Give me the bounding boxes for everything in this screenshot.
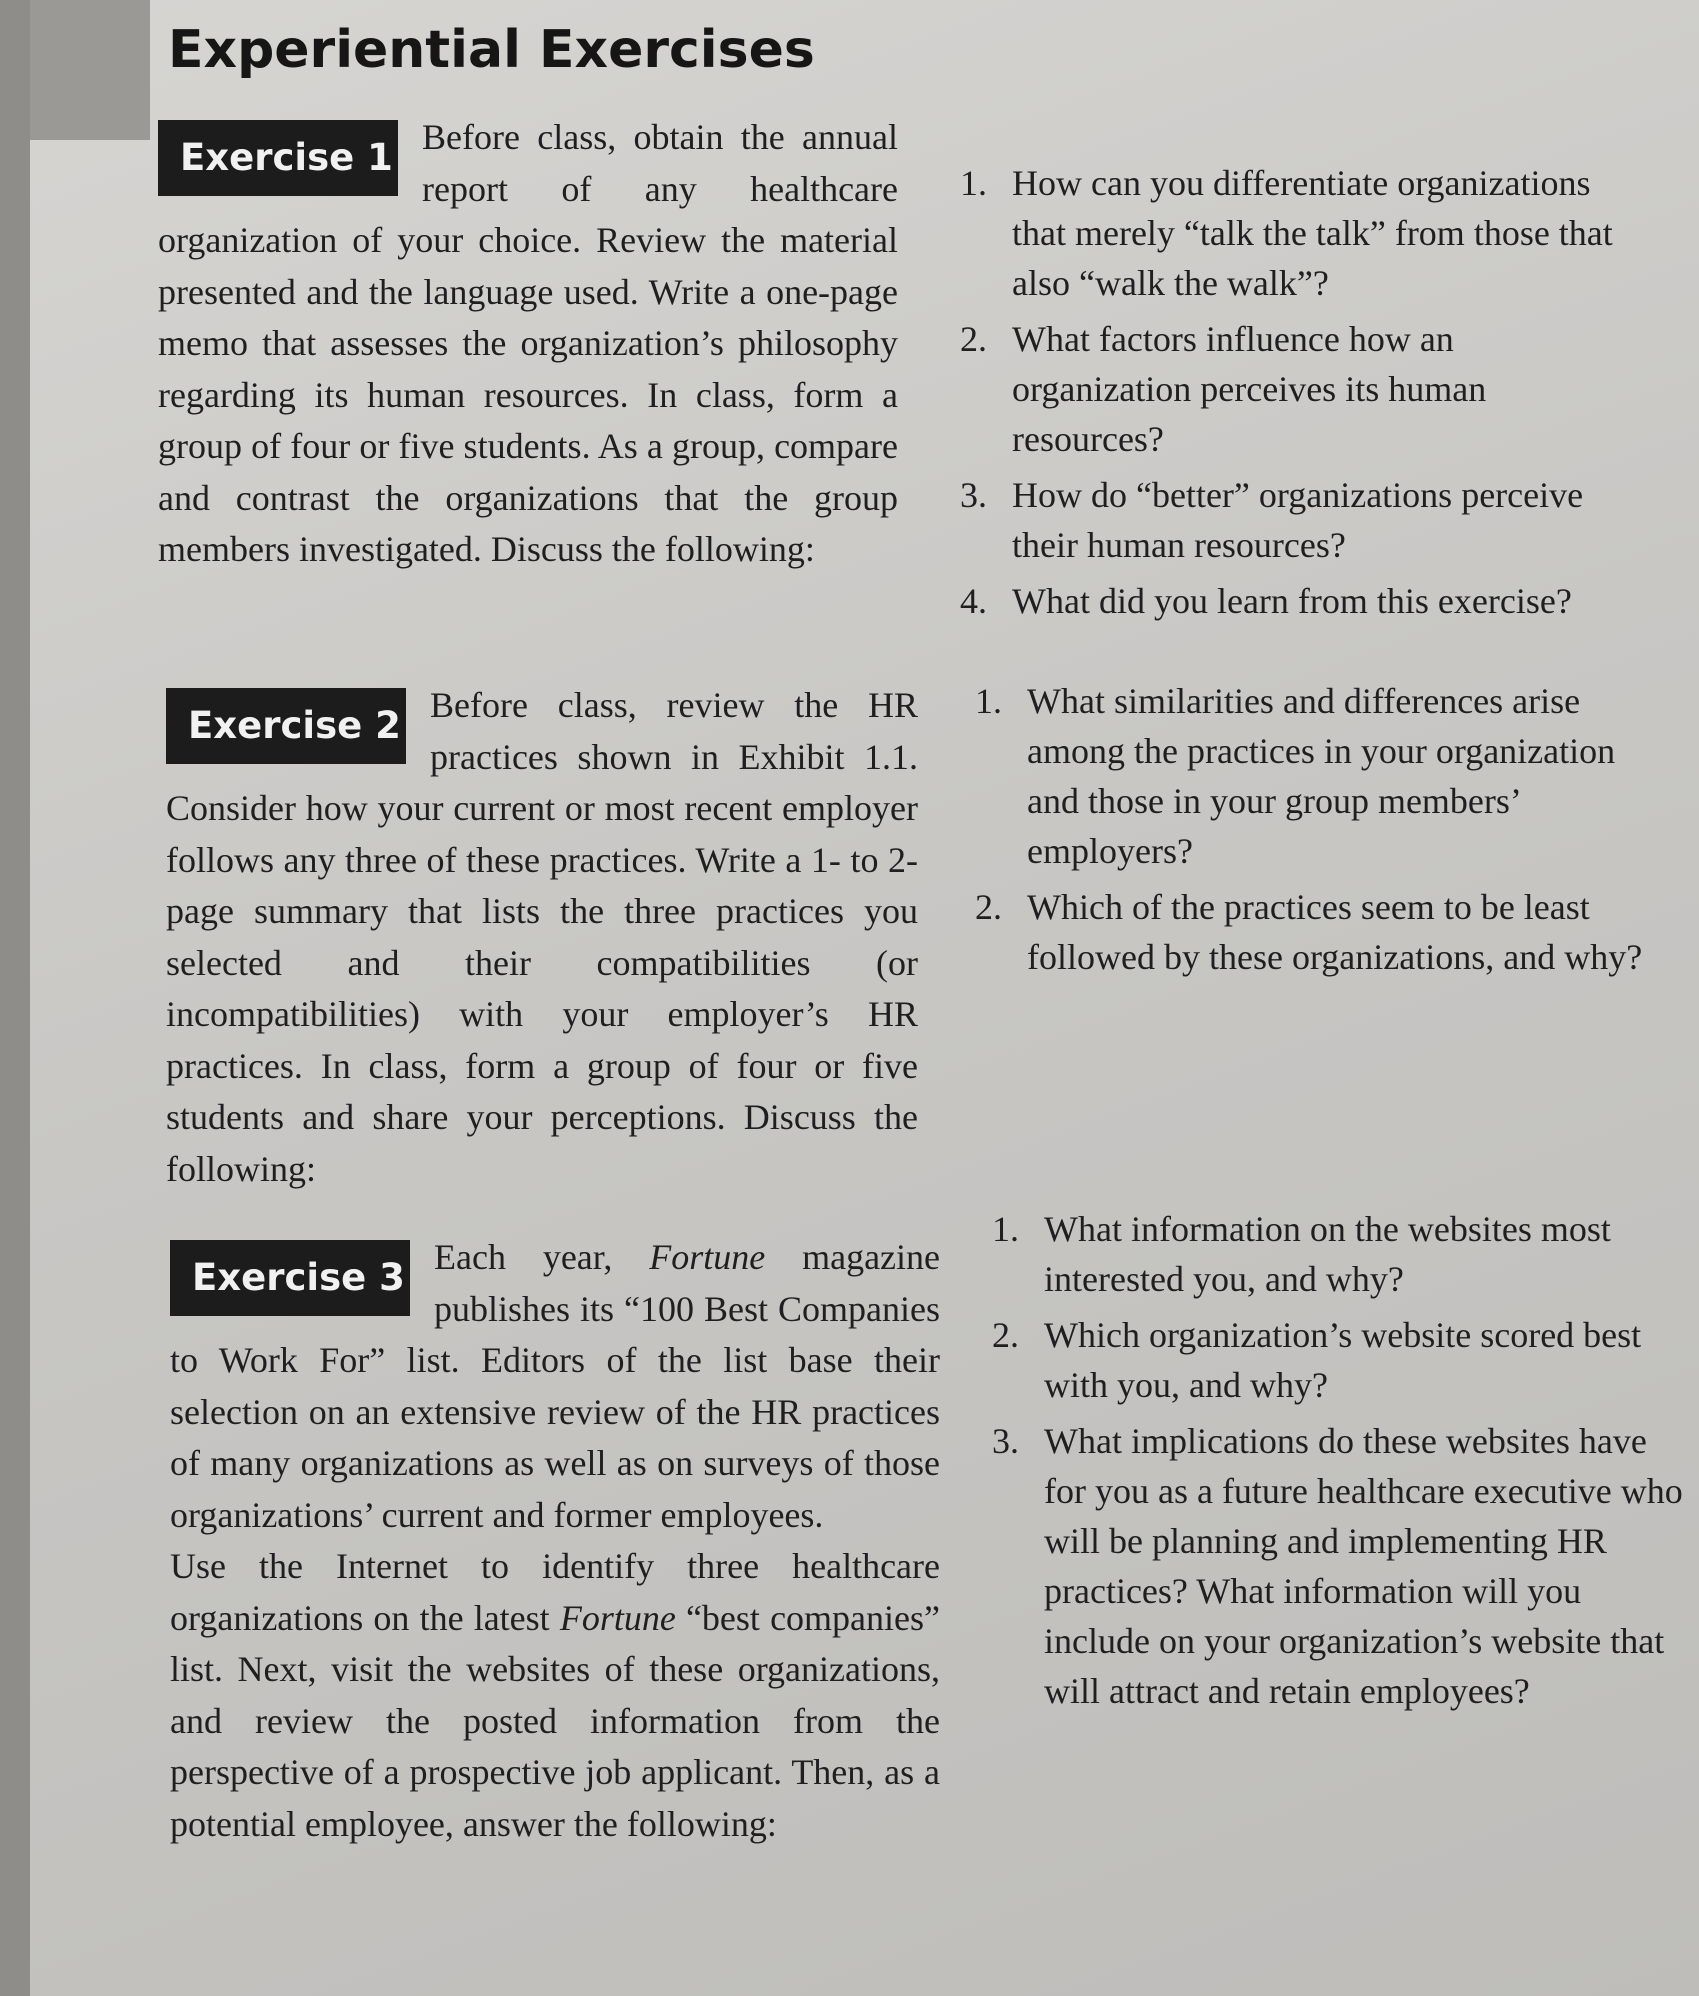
exercise-1: [158, 112, 898, 576]
body-text: Use the Internet to identify three healthcare organizations on the latest: [170, 1546, 940, 1638]
magazine-title: Fortune: [649, 1237, 766, 1277]
question-item: [960, 158, 1640, 308]
magazine-title: Fortune: [559, 1597, 676, 1638]
question-number: 4.: [960, 581, 987, 621]
question-text: How can you differentiate organizations that merely “talk the talk” from those that also “walk the walk”?: [1012, 163, 1613, 303]
textbook-page: [30, 0, 1699, 1996]
question-number: 3.: [992, 1421, 1019, 1461]
body-text: “best companies” list. Next, visit the websites of these organizations, and review the posted information from the perspective of a prospective job applicant. Then, as a potential employee, answer the following:: [170, 1597, 940, 1844]
exercise-1-body: Before class, obtain the annual report of any healthcare organization of your choice. Review the material presented and the language used. Write a one-page memo that assesses the organization’s philosophy regarding its human resources. In class, form a group of four or five students. As a group, compare and contrast the organizations that the group members investigated. Discuss the following:: [158, 117, 898, 569]
body-text: Each year,: [434, 1237, 650, 1277]
question-number: 1.: [960, 163, 987, 203]
question-number: 3.: [960, 475, 987, 515]
question-number: 2.: [992, 1315, 1019, 1355]
question-item: [975, 882, 1665, 982]
page-title: Experiential Exercises: [168, 20, 815, 80]
question-number: 2.: [960, 319, 987, 359]
question-text: What implications do these websites have for you as a future healthcare executive who will be planning and implementing HR practices? What information will you include on your organization’s website that will attract and retain employees?: [1044, 1421, 1683, 1711]
exercise-3-label: Exercise 3: [170, 1240, 410, 1316]
exercise-2-label: Exercise 2: [166, 688, 406, 764]
question-text: What factors influence how an organization perceives its human resources?: [1012, 319, 1487, 459]
exercise-2: [166, 680, 918, 1195]
exercise-1-label: Exercise 1: [158, 120, 398, 196]
exercise-2-questions: [975, 676, 1665, 988]
question-item: [960, 470, 1640, 570]
question-text: What information on the websites most interested you, and why?: [1044, 1209, 1611, 1299]
question-number: 1.: [992, 1209, 1019, 1249]
body-text: magazine publishes its “100 Best Companies to Work For” list. Editors of the list base their selection on an extensive review of the HR practices of many organizations as well as on surveys of those organizations’ current and former employees.: [170, 1237, 941, 1535]
exercise-1-questions: [960, 158, 1640, 632]
question-item: [975, 676, 1665, 876]
question-item: [992, 1310, 1692, 1410]
question-item: [992, 1204, 1692, 1304]
question-item: [960, 314, 1640, 464]
question-text: What did you learn from this exercise?: [1012, 581, 1572, 621]
question-item: [992, 1416, 1692, 1716]
exercise-3-body-2: [170, 1541, 940, 1850]
question-text: How do “better” organizations perceive their human resources?: [1012, 475, 1584, 565]
question-text: Which organization’s website scored best with you, and why?: [1044, 1315, 1642, 1405]
question-number: 1.: [975, 681, 1002, 721]
question-number: 2.: [975, 887, 1002, 927]
question-text: What similarities and differences arise among the practices in your organization and those in your group members’ employers?: [1027, 681, 1616, 871]
exercise-3-questions: [992, 1204, 1692, 1722]
page-corner-shadow: [30, 0, 150, 140]
question-item: [960, 576, 1640, 626]
question-text: Which of the practices seem to be least followed by these organizations, and why?: [1027, 887, 1643, 977]
exercise-2-body: Before class, review the HR practices shown in Exhibit 1.1. Consider how your current or most recent employer follows any three of these practices. Write a 1- to 2-page summary that lists the three practices you selected and their compatibilities (or incompatibilities) with your employer’s HR practices. In class, form a group of four or five students and share your perceptions. Discuss the following:: [166, 685, 918, 1189]
exercise-3: [170, 1232, 940, 1850]
